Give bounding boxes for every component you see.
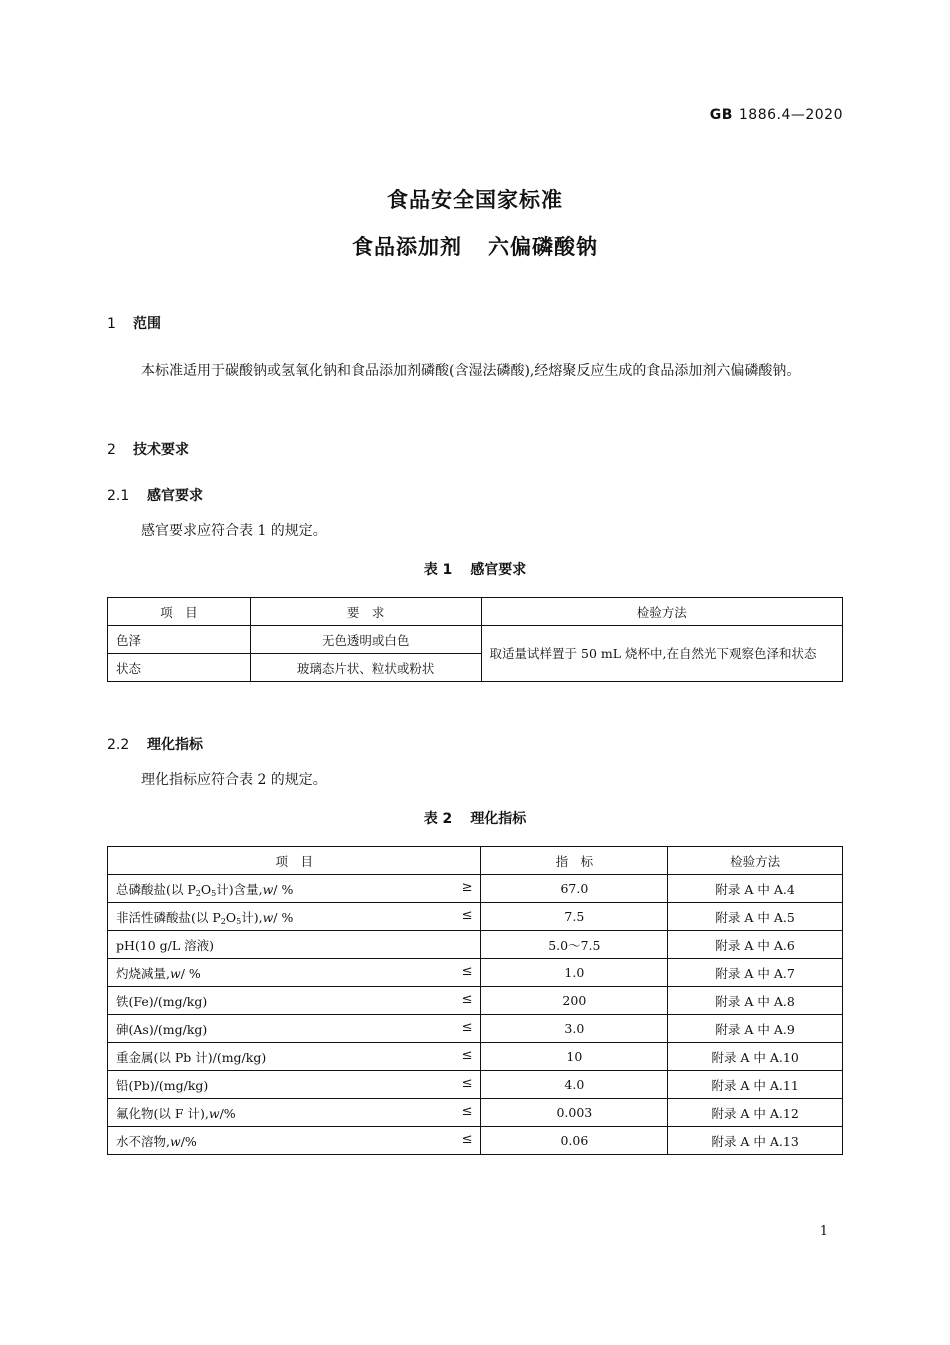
table-2-method: 附录 A 中 A.7 [668,959,843,987]
table-1-requirement: 玻璃态片状、粒状或粉状 [250,654,481,682]
page-number: 1 [819,1224,828,1239]
item-text: 水不溶物, [116,1133,170,1149]
item-subscript: 2 [195,888,201,898]
table-row [108,1071,843,1099]
table-row [108,959,843,987]
title-part-a: 食品添加剂 [352,235,462,259]
standard-code-prefix: GB [709,107,733,123]
table-2-item [108,1015,481,1043]
item-comparison-symbol: ≤ [461,1019,473,1035]
table-2-caption-num: 表 2 [423,811,453,827]
table-2-item [108,1043,481,1071]
table-2-value: 1.0 [481,959,668,987]
table-row [108,875,843,903]
section-2-1-heading [107,485,203,505]
item-mass-fraction: w [208,1105,220,1121]
table-2-method: 附录 A 中 A.5 [668,903,843,931]
item-text: 计), [241,909,263,925]
table-2-method: 附录 A 中 A.10 [668,1043,843,1071]
item-text: 总磷酸盐(以 P [116,881,196,897]
item-text: 铅(Pb)/(mg/kg) [116,1077,209,1093]
item-unit: /% [180,1133,197,1149]
table-row [108,626,843,654]
item-mass-fraction: w [169,965,181,981]
item-subscript: 5 [236,916,242,926]
table-1-header-requirement: 要 求 [250,598,481,626]
item-comparison-symbol: ≤ [461,991,473,1007]
standard-code-number: 1886.4—2020 [738,107,843,123]
item-text: 氟化物(以 F 计), [116,1105,209,1121]
table-1-header-method: 检验方法 [481,598,842,626]
item-comparison-symbol: ≤ [461,1131,473,1147]
table-2-value: 4.0 [481,1071,668,1099]
table-1-requirement: 无色透明或白色 [250,626,481,654]
table-2-value: 200 [481,987,668,1015]
table-2-method: 附录 A 中 A.9 [668,1015,843,1043]
section-1-body: 本标准适用于碳酸钠或氢氧化钠和食品添加剂磷酸(含湿法磷酸),经熔聚反应生成的食品添加剂六偏磷酸钠。 [141,363,801,379]
table-2-item [108,1071,481,1099]
item-mass-fraction: w [169,1133,181,1149]
section-2-1-title: 感官要求 [147,488,203,504]
section-2-2-heading [107,734,203,754]
table-2-method: 附录 A 中 A.4 [668,875,843,903]
table-2-item [108,931,481,959]
table-2-value: 67.0 [481,875,668,903]
item-subscript: 5 [211,888,217,898]
document-title-line2 [0,231,950,261]
item-comparison-symbol: ≤ [461,1047,473,1063]
table-2-value: 7.5 [481,903,668,931]
item-text: pH(10 g/L 溶液) [116,937,215,953]
table-2-item [108,959,481,987]
table-1-header-row [108,598,843,626]
table-1-caption [0,559,950,579]
section-2-1-body: 感官要求应符合表 1 的规定。 [141,523,327,539]
item-mass-fraction: w [262,881,274,897]
section-2-1-number: 2.1 [107,488,130,504]
table-row [108,1015,843,1043]
item-unit: / % [273,909,294,925]
table-2-method: 附录 A 中 A.8 [668,987,843,1015]
item-comparison-symbol: ≤ [461,907,473,923]
item-text: O [200,881,212,897]
item-text: 计)含量, [216,881,263,897]
section-2-number: 2 [107,442,116,458]
table-1-method: 取适量试样置于 50 mL 烧杯中,在自然光下观察色泽和状态 [481,626,842,682]
item-unit: /% [219,1105,236,1121]
item-text: 重金属(以 Pb 计)/(mg/kg) [116,1049,267,1065]
table-2-value: 0.003 [481,1099,668,1127]
item-comparison-symbol: ≤ [461,963,473,979]
table-2-value: 0.06 [481,1127,668,1155]
item-text: 砷(As)/(mg/kg) [116,1021,208,1037]
item-text: 铁(Fe)/(mg/kg) [116,993,208,1009]
item-unit: / % [273,881,294,897]
table-2-header-row [108,847,843,875]
section-1-heading [107,313,161,333]
item-text: 非活性磷酸盐(以 P [116,909,221,925]
document-title-line1: 食品安全国家标准 [387,188,563,212]
table-2-method: 附录 A 中 A.12 [668,1099,843,1127]
section-2-2-title: 理化指标 [147,737,203,753]
item-comparison-symbol: ≤ [461,1103,473,1119]
table-1-item: 状态 [108,654,251,682]
item-comparison-symbol: ≥ [461,879,473,895]
table-2-value: 3.0 [481,1015,668,1043]
item-subscript: 2 [220,916,226,926]
table-1-caption-title: 感官要求 [470,562,527,578]
table-2-method: 附录 A 中 A.13 [668,1127,843,1155]
item-text: O [225,909,237,925]
standard-code [710,107,843,123]
item-mass-fraction: w [262,909,274,925]
table-2-method: 附录 A 中 A.11 [668,1071,843,1099]
table-row [108,1043,843,1071]
table-2-item [108,903,481,931]
table-2-item [108,875,481,903]
table-1-item: 色泽 [108,626,251,654]
table-2-caption-title: 理化指标 [470,811,527,827]
table-row [108,987,843,1015]
table-2 [107,846,843,1155]
table-2-header-method: 检验方法 [668,847,843,875]
table-row [108,1127,843,1155]
table-row [108,903,843,931]
section-2-heading [107,439,189,459]
table-2-method: 附录 A 中 A.6 [668,931,843,959]
table-2-item [108,987,481,1015]
table-row [108,931,843,959]
table-2-item [108,1127,481,1155]
table-2-item [108,1099,481,1127]
item-comparison-symbol: ≤ [461,1075,473,1091]
item-unit: / % [180,965,201,981]
section-2-2-number: 2.2 [107,737,130,753]
table-2-header-item: 项 目 [108,847,481,875]
table-row [108,1099,843,1127]
table-1 [107,597,843,682]
section-1-number: 1 [107,316,116,332]
section-2-2-body: 理化指标应符合表 2 的规定。 [141,772,327,788]
table-2-value: 10 [481,1043,668,1071]
title-part-b: 六偏磷酸钠 [488,235,598,259]
table-2-value: 5.0～7.5 [481,931,668,959]
section-1-title: 范围 [133,316,161,332]
item-text: 灼烧减量, [116,965,170,981]
table-2-header-index: 指 标 [481,847,668,875]
table-1-caption-num: 表 1 [423,562,453,578]
section-2-title: 技术要求 [133,442,189,458]
table-1-header-item: 项 目 [108,598,251,626]
table-2-caption [0,808,950,828]
